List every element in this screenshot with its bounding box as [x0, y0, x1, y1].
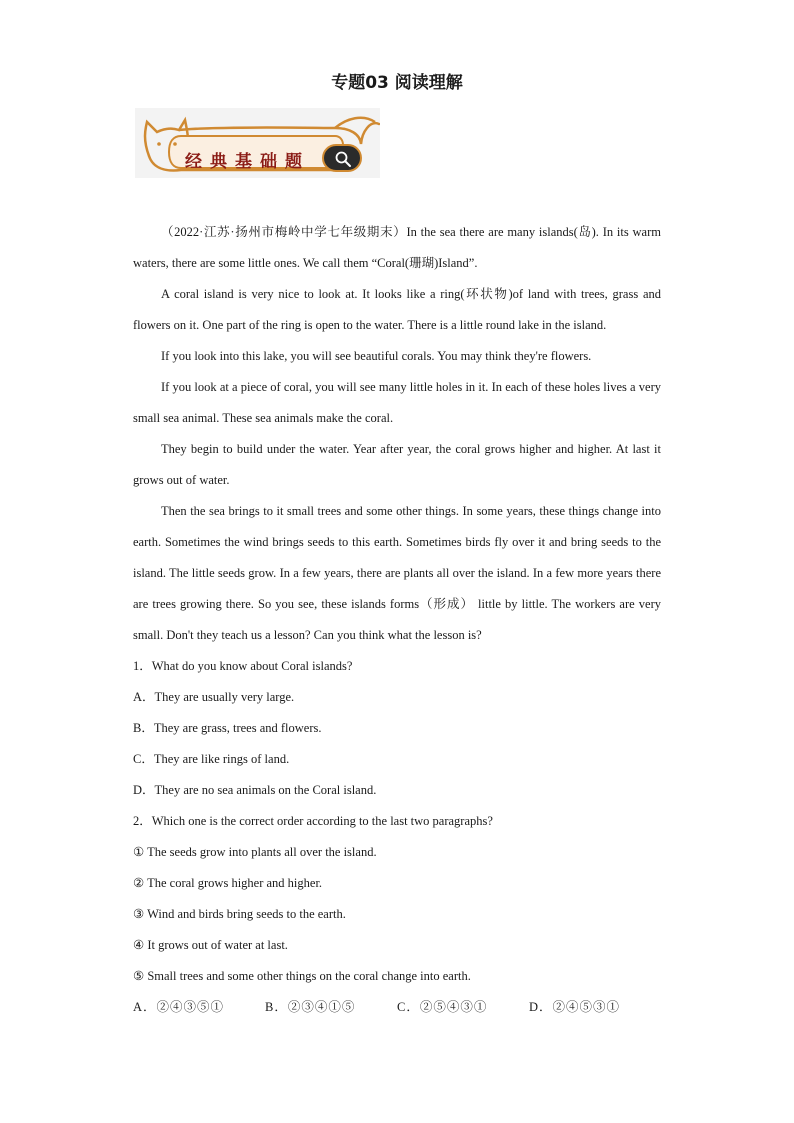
sequence-statement: ④ It grows out of water at last. — [133, 938, 288, 952]
sequence-statement: ② The coral grows higher and higher. — [133, 876, 323, 890]
passage-paragraph: A coral island is very nice to look at. It looks like a ring(环状物)of land with trees, grass and flowers on it. One part of the ring is open to the water. There is a little round lake in the island. — [133, 287, 661, 332]
passage-paragraph: If you look into this lake, you will see beautiful corals. You may think they're flowers. — [161, 349, 592, 363]
answer-options — [133, 992, 661, 1023]
passage-paragraph: （2022·江苏·扬州市梅岭中学七年级期末）In the sea there are many islands(岛). In its warm waters, there are some little ones. We call them “Coral(珊瑚)Island”. — [133, 225, 661, 270]
answer-option[interactable]: B．They are grass, trees and flowers. — [133, 721, 322, 735]
answer-option[interactable]: A．They are usually very large. — [133, 690, 295, 704]
answer-option[interactable]: D．They are no sea animals on the Coral island. — [133, 783, 377, 797]
passage-paragraph: They begin to build under the water. Year after year, the coral grows higher and higher. At last it grows out of water. — [133, 442, 661, 487]
answer-option[interactable]: A．②④③⑤① — [133, 1000, 225, 1014]
answer-option[interactable]: C．②⑤④③① — [397, 1000, 488, 1014]
banner-label: 经典基础题 — [185, 152, 310, 172]
sequence-statement: ⑤ Small trees and some other things on the coral change into earth. — [133, 969, 471, 983]
answer-option[interactable]: B．②③④①⑤ — [265, 1000, 356, 1014]
search-button[interactable] — [322, 144, 362, 172]
answer-options — [133, 682, 661, 806]
question-stem: 2．Which one is the correct order according to the last two paragraphs? — [133, 814, 493, 828]
sequence-statement: ③ Wind and birds bring seeds to the earth. — [133, 907, 346, 921]
page-title: 专题03 阅读理解 — [331, 73, 463, 93]
reading-content — [133, 217, 661, 1023]
passage-paragraph: If you look at a piece of coral, you will see many little holes in it. In each of these holes lives a very small sea animal. These sea animals make the coral. — [133, 380, 661, 425]
answer-option[interactable]: D．②④⑤③① — [529, 1000, 621, 1014]
question-stem: 1．What do you know about Coral islands? — [133, 659, 353, 673]
search-icon — [334, 150, 352, 168]
passage-paragraph: Then the sea brings to it small trees and some other things. In some years, these things change into earth. Sometimes the wind brings seeds to this earth. Sometimes birds fly over it and bring seeds to the island. The little seeds grow. In a few years, there are plants all over the island. In a few more years there are trees growing there. So you see, these islands forms（形成） little by little. The workers are very small. Don't they teach us a lesson? Can you think what the lesson is? — [133, 504, 661, 642]
sequence-statement: ① The seeds grow into plants all over the island. — [133, 845, 377, 859]
answer-option[interactable]: C．They are like rings of land. — [133, 752, 290, 766]
